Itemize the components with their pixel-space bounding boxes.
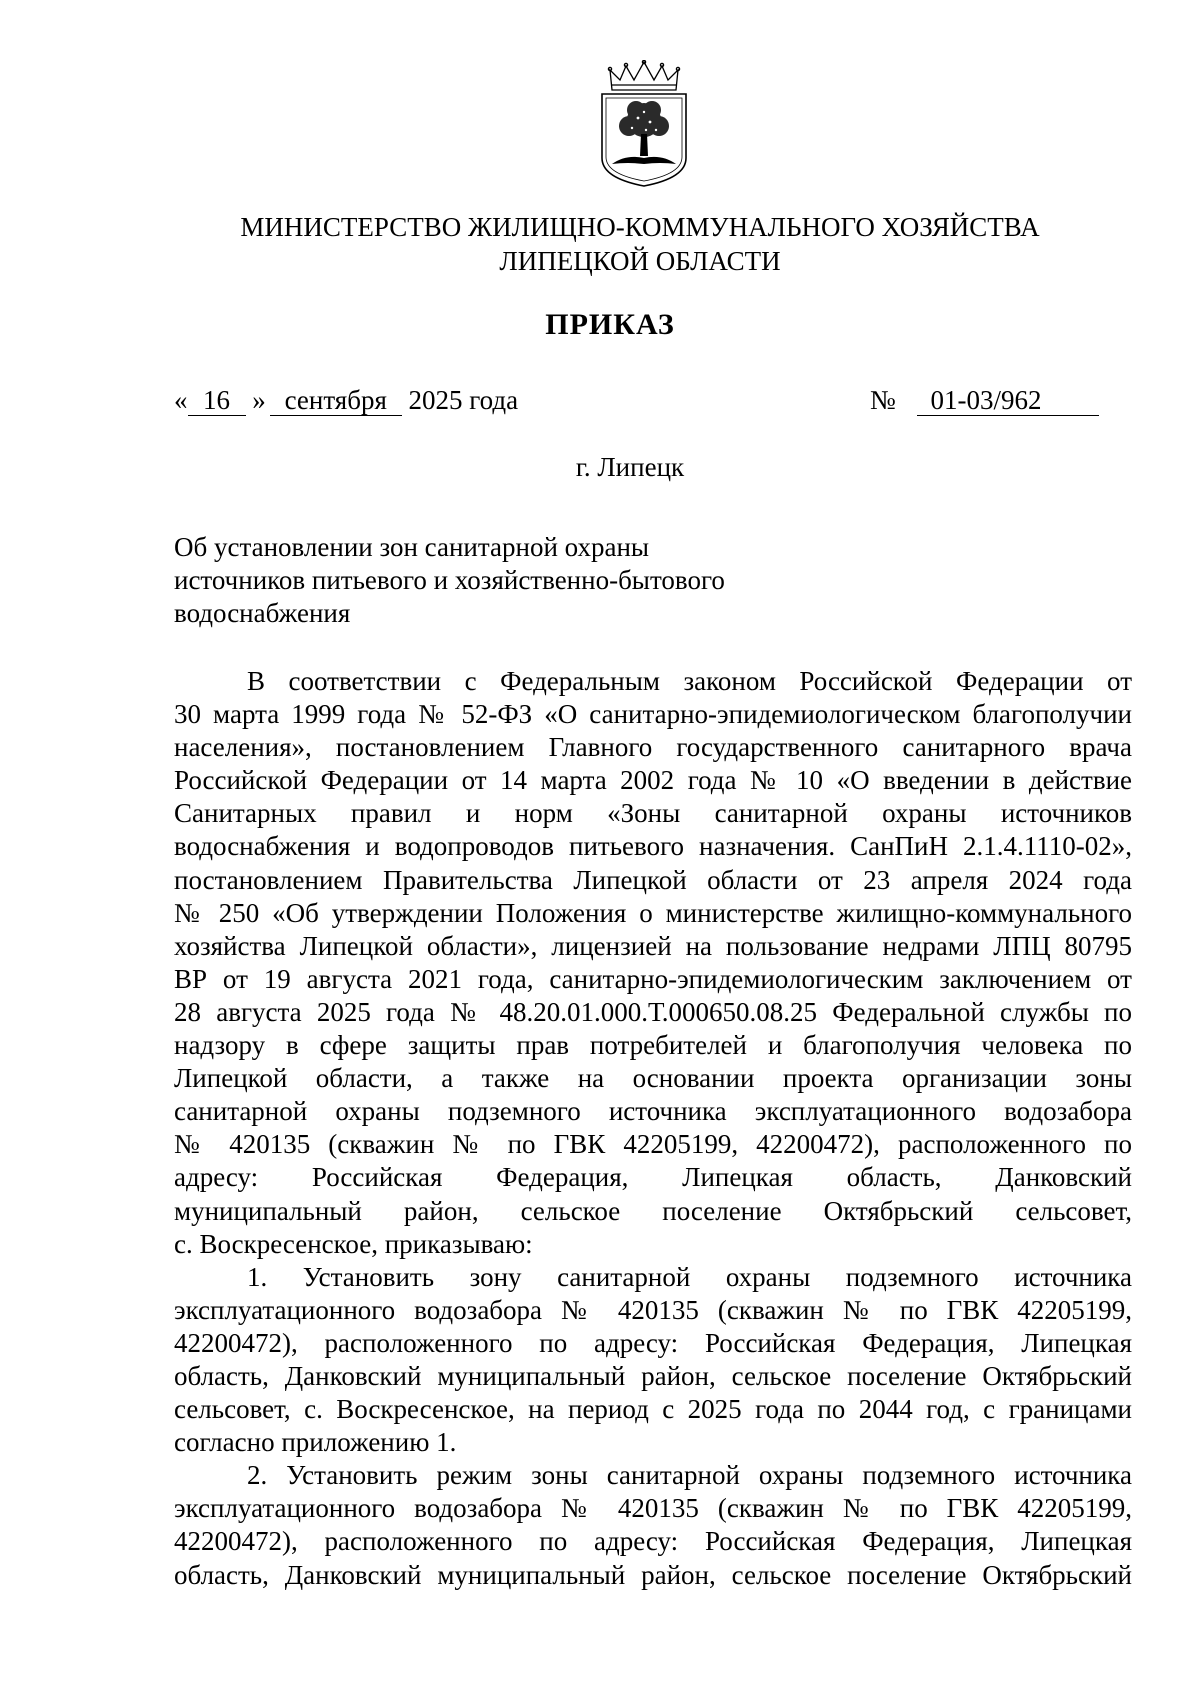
ministry-name bbox=[0, 210, 1200, 278]
body-line: 42200472), расположенного по адресу: Российская Федерация, Липецкая bbox=[174, 1526, 1132, 1557]
body-line: Липецкой области, а также на основании проекта организации зоны bbox=[174, 1063, 1132, 1094]
body-line: хозяйства Липецкой области», лицензией на пользование недрами ЛПЦ 80795 bbox=[174, 930, 1132, 961]
subject-line: Об установлении зон санитарной охраны bbox=[174, 532, 650, 562]
ministry-line-1: МИНИСТЕРСТВО ЖИЛИЩНО-КОММУНАЛЬНОГО ХОЗЯЙСТВА bbox=[240, 212, 1040, 242]
preamble-paragraph bbox=[174, 665, 1132, 1261]
body-line: постановлением Правительства Липецкой области от 23 апреля 2024 года bbox=[174, 864, 1132, 895]
body-line: населения», постановлением Главного государственного санитарного врача bbox=[174, 732, 1132, 763]
body-line: область, Данковский муниципальный район, сельское поселение Октябрьский bbox=[174, 1360, 1132, 1391]
body-line: 42200472), расположенного по адресу: Российская Федерация, Липецкая bbox=[174, 1327, 1132, 1358]
item-2-paragraph bbox=[174, 1459, 1132, 1591]
body-line: муниципальный район, сельское поселение Октябрьский сельсовет, bbox=[174, 1195, 1132, 1226]
date-year: 2025 года bbox=[408, 385, 519, 415]
city-name: г. Липецк bbox=[575, 452, 685, 482]
body-line: область, Данковский муниципальный район, сельское поселение Октябрьский bbox=[174, 1559, 1132, 1590]
item-1-paragraph bbox=[174, 1261, 1132, 1460]
date-open-quote: « bbox=[174, 385, 188, 415]
ministry-line-2: ЛИПЕЦКОЙ ОБЛАСТИ bbox=[499, 246, 781, 276]
order-date bbox=[174, 383, 518, 417]
body-line: ВР от 19 августа 2021 года, санитарно-эпидемиологическим заключением от bbox=[174, 963, 1132, 994]
body-line: адресу: Российская Федерация, Липецкая область, Данковский bbox=[174, 1162, 1132, 1193]
date-day: 16 bbox=[188, 385, 246, 416]
order-number-value: 01-03/962 bbox=[917, 385, 1099, 416]
number-sign: № bbox=[870, 385, 896, 415]
order-number bbox=[870, 383, 1099, 417]
body-line: 30 марта 1999 года № 52-ФЗ «О санитарно-эпидемиологическом благополучии bbox=[174, 699, 1132, 730]
body-line: надзору в сфере защиты прав потребителей и благополучия человека по bbox=[174, 1030, 1132, 1061]
body-line: 1. Установить зону санитарной охраны подземного источника bbox=[247, 1261, 1132, 1292]
body-line: сельсовет, с. Воскресенское, на период с 2025 года по 2044 год, с границами bbox=[174, 1394, 1132, 1425]
body-line: согласно приложению 1. bbox=[174, 1427, 457, 1458]
body-line: № 250 «Об утверждении Положения о министерстве жилищно-коммунального bbox=[174, 897, 1132, 928]
subject-line: водоснабжения bbox=[174, 598, 351, 628]
body-line: Санитарных правил и норм «Зоны санитарной охраны источников bbox=[174, 798, 1132, 829]
body-line: водоснабжения и водопроводов питьевого назначения. СанПиН 2.1.4.1110-02», bbox=[174, 831, 1132, 862]
body-line: эксплуатационного водозабора № 420135 (скважин № по ГВК 42205199, bbox=[174, 1493, 1132, 1524]
order-subject bbox=[174, 531, 774, 630]
body-line: № 420135 (скважин № по ГВК 42205199, 42200472), расположенного по bbox=[174, 1129, 1132, 1160]
coat-of-arms-emblem bbox=[596, 60, 692, 188]
body-line: В соответствии с Федеральным законом Российской Федерации от bbox=[247, 666, 1132, 696]
date-close-quote: » bbox=[252, 385, 266, 415]
body-line: 28 августа 2025 года № 48.20.01.000.Т.000650.08.25 Федеральной службы по bbox=[174, 996, 1132, 1027]
date-month: сентября bbox=[270, 385, 402, 416]
subject-line: источников питьевого и хозяйственно-бытового bbox=[174, 565, 725, 595]
body-line: санитарной охраны подземного источника эксплуатационного водозабора bbox=[174, 1096, 1132, 1127]
document-title: ПРИКАЗ bbox=[545, 308, 675, 341]
body-line: с. Воскресенское, приказываю: bbox=[174, 1228, 533, 1259]
order-body bbox=[174, 665, 1132, 1592]
body-line: эксплуатационного водозабора № 420135 (скважин № по ГВК 42205199, bbox=[174, 1294, 1132, 1325]
body-line: Российской Федерации от 14 марта 2002 года № 10 «О введении в действие bbox=[174, 765, 1132, 796]
body-line: 2. Установить режим зоны санитарной охраны подземного источника bbox=[247, 1460, 1132, 1491]
